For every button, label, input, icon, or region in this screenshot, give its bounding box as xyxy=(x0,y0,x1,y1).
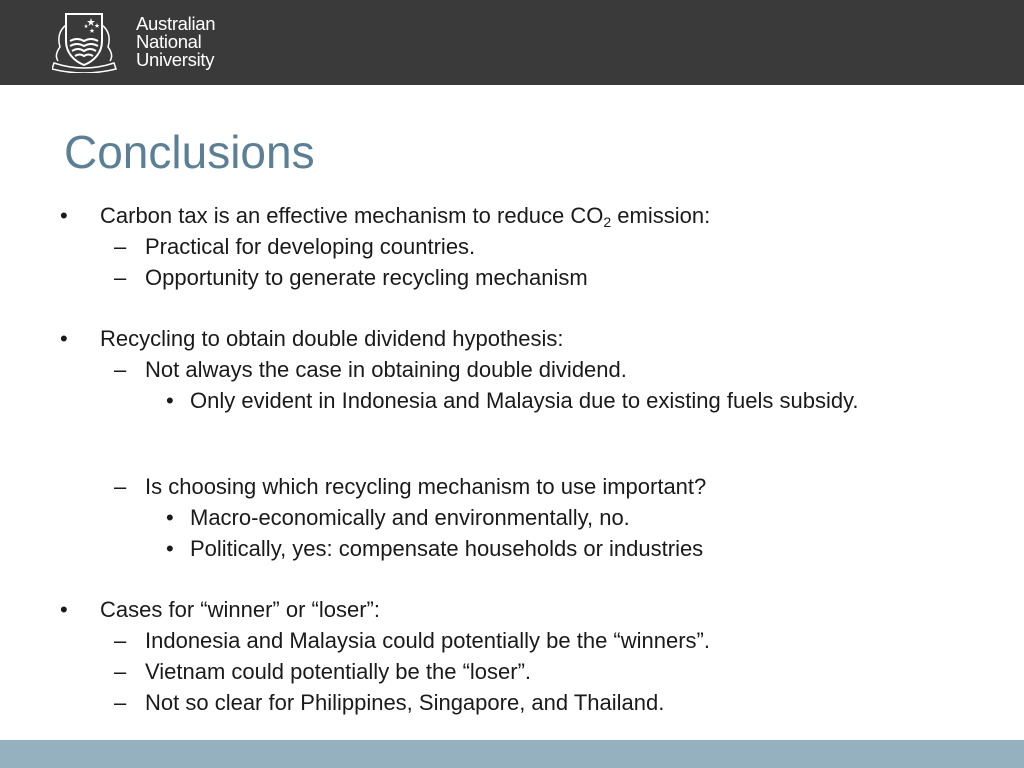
bullet-text-suffix: emission: xyxy=(611,203,711,228)
sub-bullet-item: Not so clear for Philippines, Singapore, and Thailand. xyxy=(145,690,665,715)
bullet-marker: • xyxy=(60,203,68,228)
slide-title: Conclusions xyxy=(64,126,315,178)
sub-bullet-marker: – xyxy=(114,659,127,684)
bullet-text: Carbon tax is an effective mechanism to reduce CO xyxy=(100,203,604,228)
bullet-item-recycling: Recycling to obtain double dividend hypothesis: xyxy=(100,326,564,351)
bullet-marker: • xyxy=(60,326,68,351)
sub-bullet-marker: – xyxy=(114,357,127,382)
sub-bullet-marker: – xyxy=(114,234,127,259)
sub-sub-bullet-marker: • xyxy=(166,505,174,530)
bullet-item-carbon-tax xyxy=(100,203,710,228)
logo-line-3: University xyxy=(136,49,215,70)
sub-sub-bullet-item: Only evident in Indonesia and Malaysia due to existing fuels subsidy. xyxy=(190,388,859,413)
sub-bullet-marker: – xyxy=(114,628,127,653)
bullet-item-cases: Cases for “winner” or “loser”: xyxy=(100,597,380,622)
sub-bullet-item: Vietnam could potentially be the “loser”. xyxy=(145,659,532,684)
sub-bullet-item: Not always the case in obtaining double dividend. xyxy=(145,357,627,382)
sub-bullet-marker: – xyxy=(114,265,127,290)
footer-bar xyxy=(0,740,1024,768)
sub-sub-bullet-item: Macro-economically and environmentally, no. xyxy=(190,505,630,530)
sub-sub-bullet-item: Politically, yes: compensate households or industries xyxy=(190,536,704,561)
bullet-marker: • xyxy=(60,597,68,622)
sub-bullet-item: Opportunity to generate recycling mechanism xyxy=(145,265,588,290)
sub-bullet-marker: – xyxy=(114,474,127,499)
sub-bullet-marker: – xyxy=(114,690,127,715)
subscript: 2 xyxy=(603,214,612,230)
sub-sub-bullet-marker: • xyxy=(166,536,174,561)
sub-bullet-item: Indonesia and Malaysia could potentially be the “winners”. xyxy=(145,628,710,653)
sub-bullet-item: Is choosing which recycling mechanism to use important? xyxy=(145,474,707,499)
logo-line-1: Australian xyxy=(136,13,216,34)
sub-bullet-item: Practical for developing countries. xyxy=(145,234,476,259)
logo-line-2: National xyxy=(136,31,202,52)
sub-sub-bullet-marker: • xyxy=(166,388,174,413)
